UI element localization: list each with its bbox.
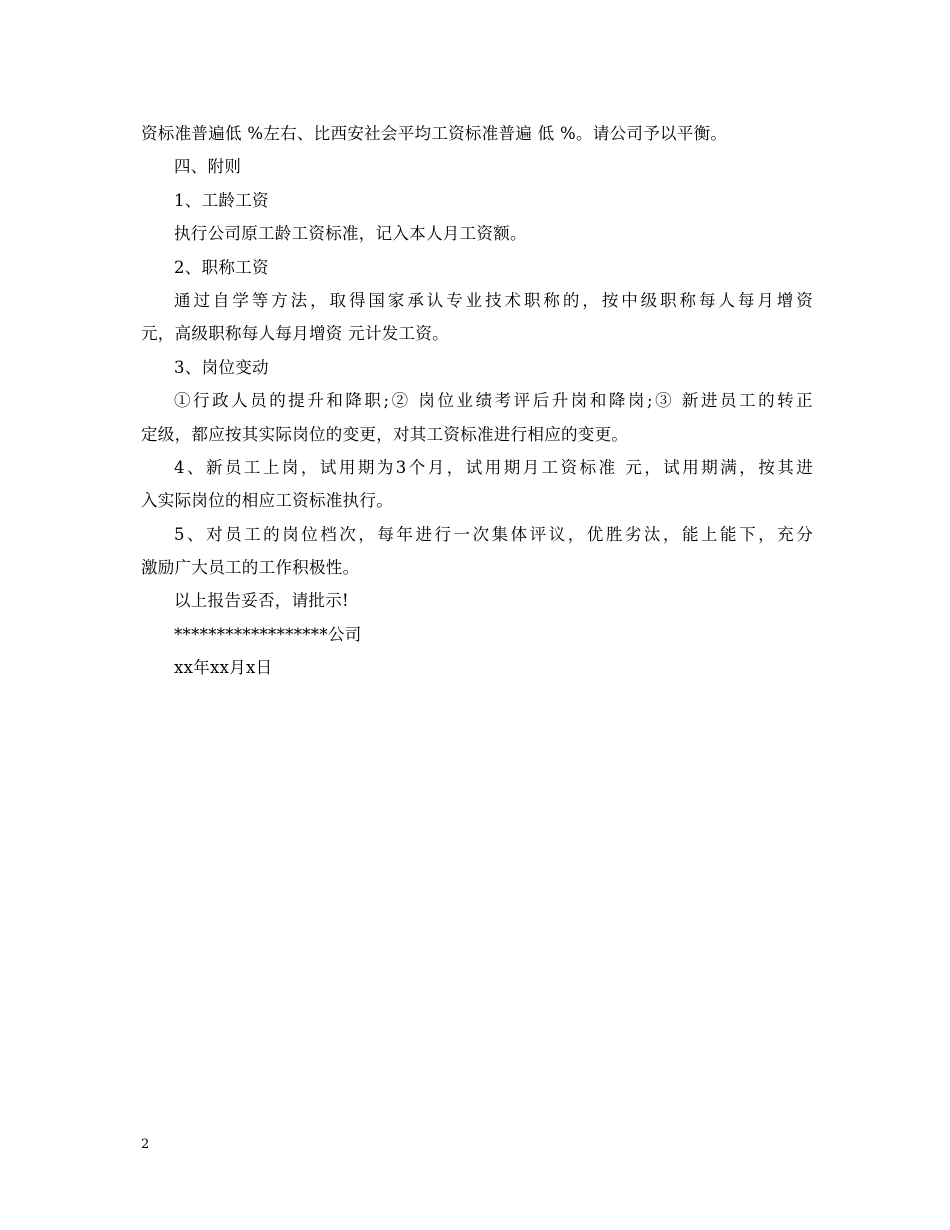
- paragraph-title-pay-line-2: 元，高级职称每人每月增资 元计发工资。: [141, 324, 449, 344]
- closing-request: 以上报告妥否，请批示!: [174, 591, 349, 611]
- section-heading-appendix: 四、附则: [174, 157, 242, 177]
- paragraph-annual-review-line-2: 激励广大员工的工作积极性。: [141, 558, 360, 578]
- paragraph-position-change-line-2: 定级，都应按其实际岗位的变更，对其工资标准进行相应的变更。: [141, 424, 629, 444]
- signature-date: xx年xx月x日: [174, 658, 273, 678]
- page-number: 2: [141, 1137, 150, 1152]
- paragraph-title-pay-line-1: 通过自学等方法，取得国家承认专业技术职称的，按中级职称每人每月增资: [174, 290, 813, 310]
- subheading-title-pay: 2、职称工资: [174, 257, 269, 277]
- paragraph-seniority-pay: 执行公司原工龄工资标准，记入本人月工资额。: [174, 224, 527, 244]
- paragraph-position-change-line-1: ①行政人员的提升和降职;② 岗位业绩考评后升岗和降岗;③ 新进员工的转正: [174, 391, 813, 411]
- paragraph-probation-line-1: 4、新员工上岗，试用期为3个月，试用期月工资标准 元，试用期满，按其进: [174, 457, 813, 477]
- paragraph-probation-line-2: 入实际岗位的相应工资标准执行。: [141, 491, 393, 511]
- subheading-seniority-pay: 1、工龄工资: [174, 190, 269, 210]
- document-body: [141, 117, 813, 685]
- paragraph-annual-review-line-1: 5、对员工的岗位档次，每年进行一次集体评议，优胜劣汰，能上能下，充分: [174, 524, 813, 544]
- paragraph-continuation: 资标准普遍低 %左右、比西安社会平均工资标准普遍 低 %。请公司予以平衡。: [141, 124, 728, 143]
- subheading-position-change: 3、岗位变动: [174, 357, 269, 377]
- signature-company: ******************公司: [174, 624, 362, 644]
